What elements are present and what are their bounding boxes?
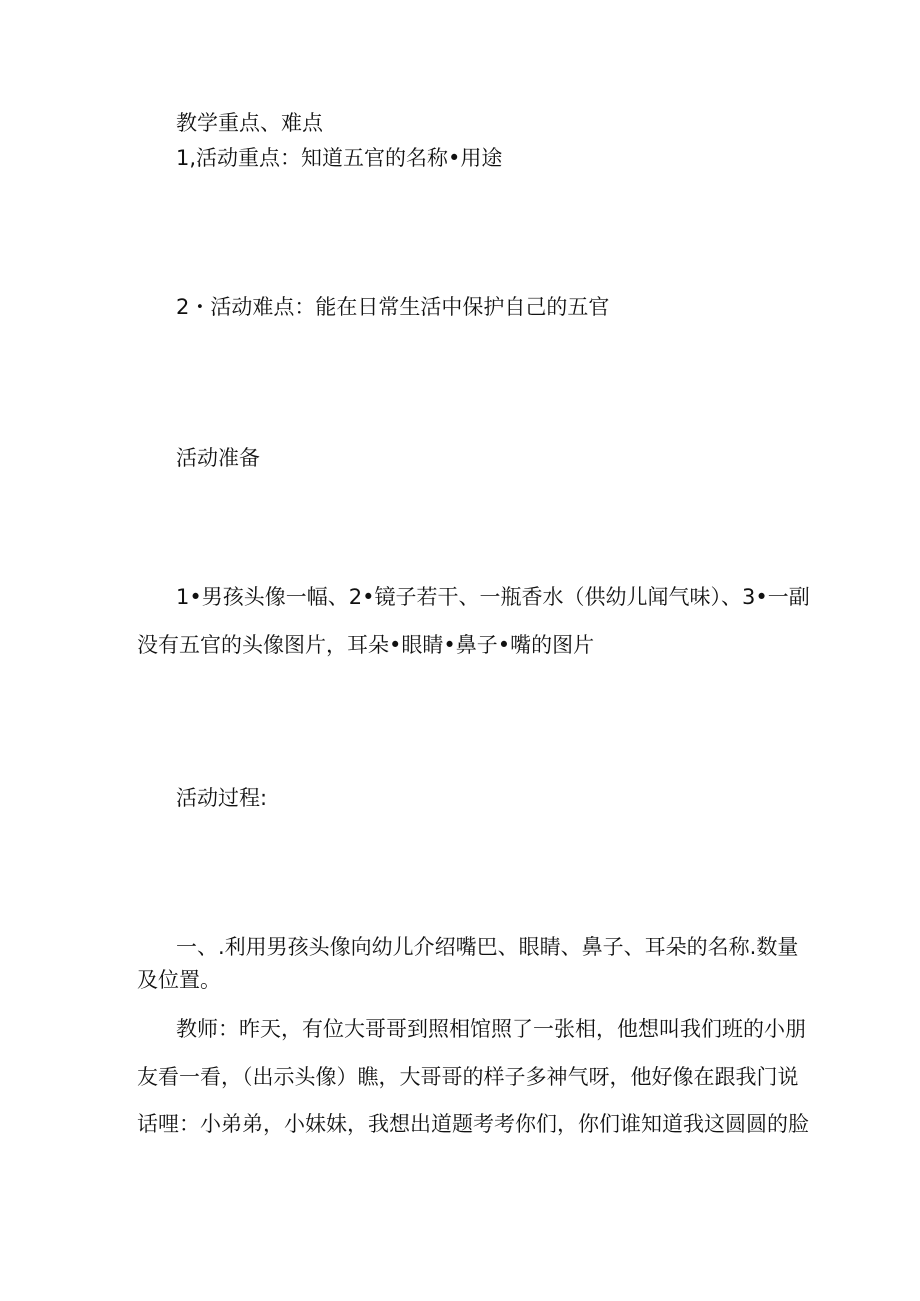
process-step-1-line-1: 一、.利用男孩头像向幼儿介绍嘴巴、眼睛、鼻子、耳朵的名称.数量 [176,935,799,959]
teacher-dialogue-line-3: 话哩：小弟弟，小妹妹，我想出道题考考你们，你们谁知道我这圆圆的脸 [137,1112,809,1136]
preparation-line-2: 没有五官的头像图片，耳朵•眼睛•鼻子•嘴的图片 [137,633,595,657]
key-point-item-2: 2・活动难点：能在日常生活中保护自己的五官 [176,295,610,319]
preparation-line-1: 1•男孩头像一幅、2•镜子若干、一瓶香水（供幼儿闻气味）、3•一副 [176,585,810,609]
heading-process: 活动过程: [176,786,268,810]
teacher-dialogue-line-2: 友看一看，（出示头像）瞧，大哥哥的样子多神气呀，他好像在跟我门说 [137,1065,799,1089]
heading-preparation: 活动准备 [176,446,260,470]
key-point-item-1: 1,活动重点：知道五官的名称•用途 [176,146,503,170]
heading-key-points: 教学重点、难点 [176,111,323,135]
process-step-1-line-2: 及位置。 [137,968,221,992]
teacher-dialogue-line-1: 教师：昨天，有位大哥哥到照相馆照了一张相，他想叫我们班的小朋 [176,1017,806,1041]
